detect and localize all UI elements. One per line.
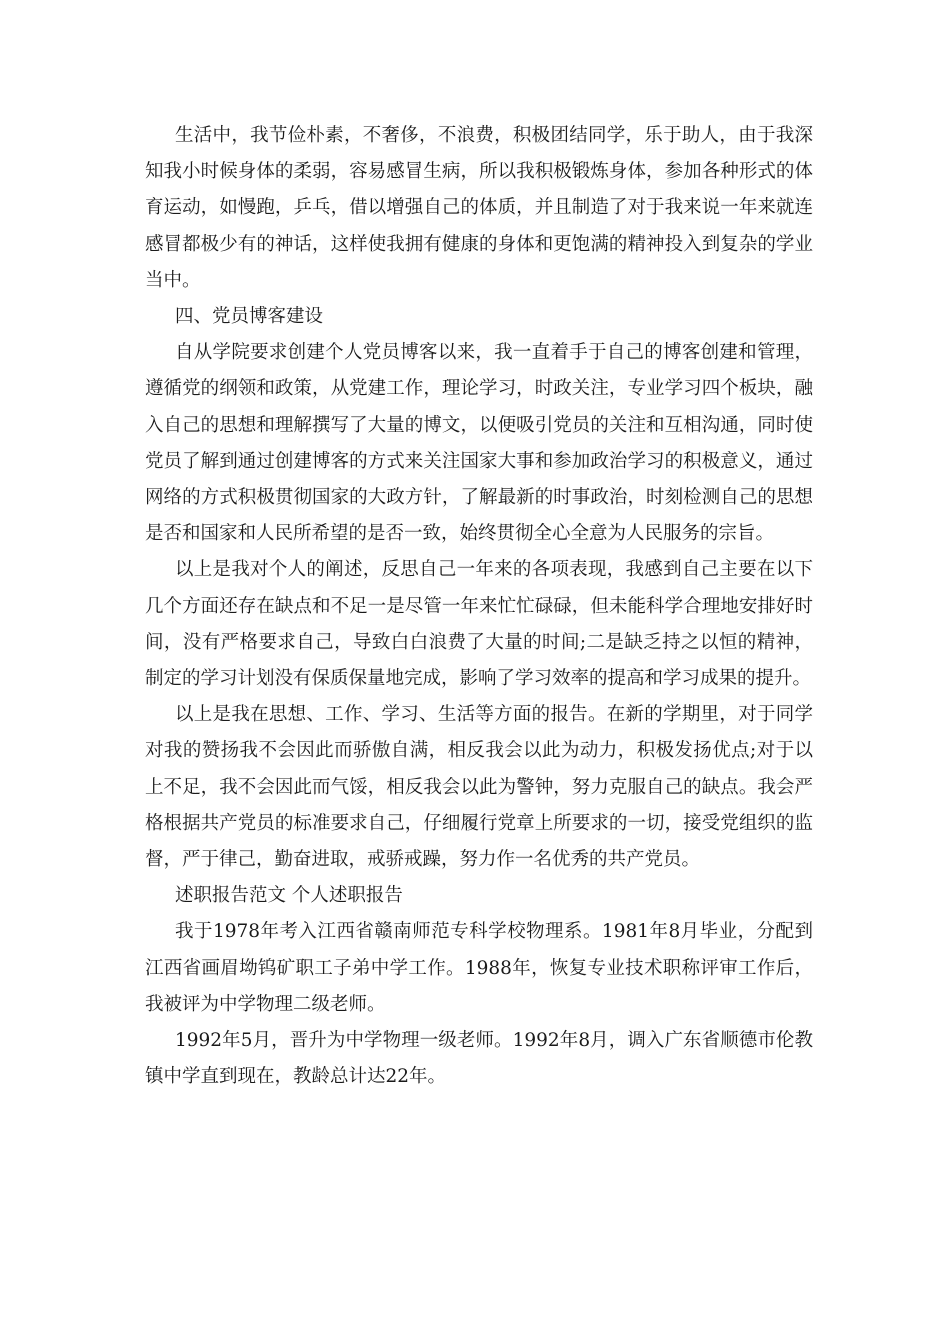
document-body	[145, 118, 813, 1095]
paragraph-blog: 自从学院要求创建个人党员博客以来，我一直着手于自己的博客创建和管理，遵循党的纲领和政策，从党建工作，理论学习，时政关注，专业学习四个板块，融入自己的思想和理解撰写了大量的博文，以便吸引党员的关注和互相沟通，同时使党员了解到通过创建博客的方式来关注国家大事和参加政治学习的积极意义，通过网络的方式积极贯彻国家的大政方针，了解最新的时事政治，时刻检测自己的思想是否和国家和人民所希望的是否一致，始终贯彻全心全意为人民服务的宗旨。	[145, 342, 813, 545]
paragraph-conclusion: 以上是我在思想、工作、学习、生活等方面的报告。在新的学期里，对于同学对我的赞扬我不会因此而骄傲自满，相反我会以此为动力，积极发扬优点;对于以上不足，我不会因此而气馁，相反我会以此为警钟，努力克服自己的缺点。我会严格根据共产党员的标准要求自己，仔细履行党章上所要求的一切，接受党组织的监督，严于律己，勤奋进取，戒骄戒躁，努力作一名优秀的共产党员。	[145, 704, 813, 871]
paragraph-career-1: 我于1978年考入江西省赣南师范专科学校物理系。1981年8月毕业，分配到江西省画眉坳钨矿职工子弟中学工作。1988年，恢复专业技术职称评审工作后，我被评为中学物理二级老师。	[145, 921, 813, 1015]
section-heading-blog: 四、党员博客建设	[175, 306, 324, 328]
paragraph-shortcomings: 以上是我对个人的阐述，反思自己一年来的各项表现，我感到自己主要在以下几个方面还存在缺点和不足一是尽管一年来忙忙碌碌，但未能科学合理地安排好时间，没有严格要求自己，导致白白浪费了大量的时间;二是缺乏持之以恒的精神，制定的学习计划没有保质保量地完成，影响了学习效率的提高和学习成果的提升。	[145, 559, 813, 690]
paragraph-life: 生活中，我节俭朴素，不奢侈，不浪费，积极团结同学，乐于助人，由于我深知我小时候身体的柔弱，容易感冒生病，所以我积极锻炼身体，参加各种形式的体育运动，如慢跑，乒乓，借以增强自己的体质，并且制造了对于我来说一年来就连感冒都极少有的神话，这样使我拥有健康的身体和更饱满的精神投入到复杂的学业当中。	[145, 125, 813, 291]
paragraph-career-2: 1992年5月，晋升为中学物理一级老师。1992年8月，调入广东省顺德市伦教镇中学直到现在，教龄总计达22年。	[145, 1030, 813, 1088]
section-heading-report: 述职报告范文 个人述职报告	[175, 885, 403, 907]
